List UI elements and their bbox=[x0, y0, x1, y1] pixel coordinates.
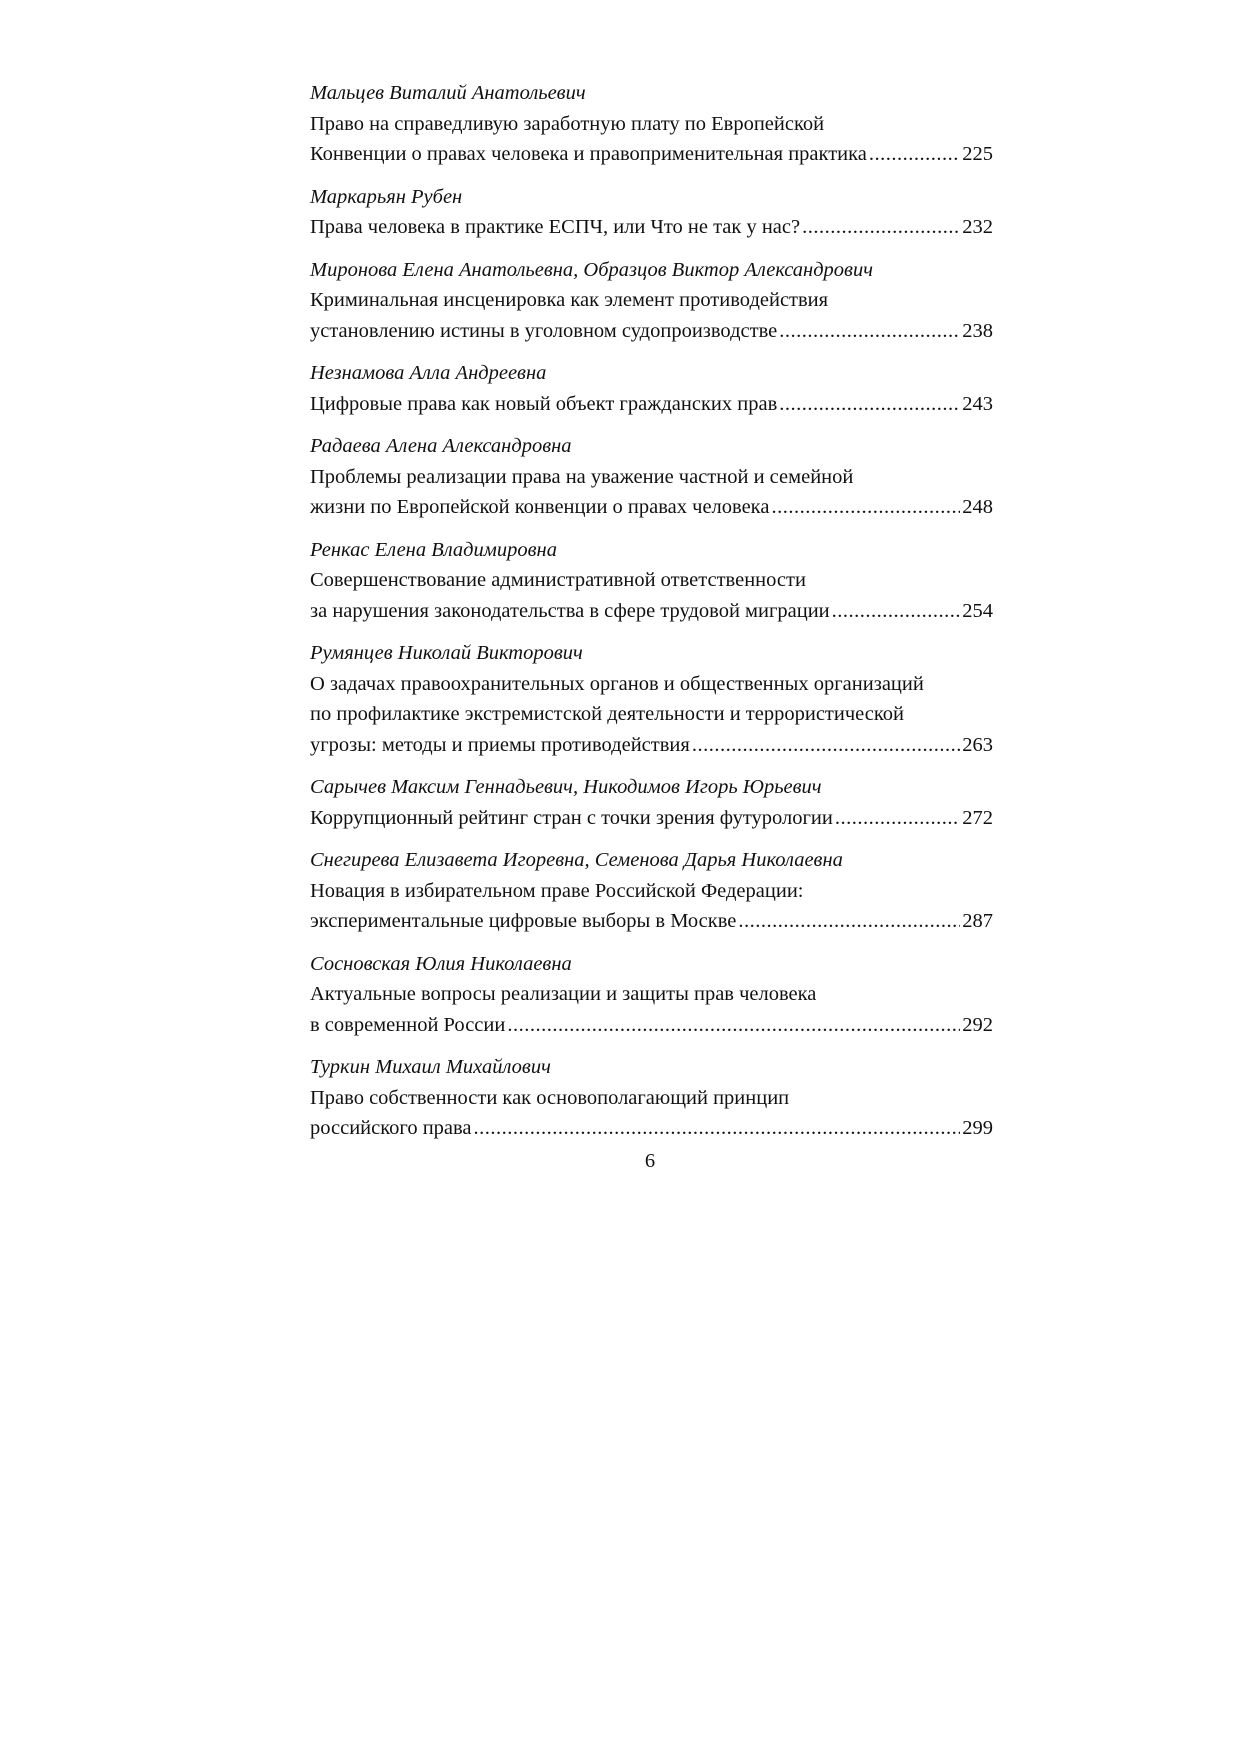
toc-title-text: за нарушения законодательства в сфере трудовой миграции bbox=[310, 599, 830, 622]
dot-leader bbox=[835, 803, 960, 834]
toc-title-line: по профилактике экстремистской деятельности и террористической bbox=[310, 703, 904, 725]
toc-page-number: 263 bbox=[962, 733, 993, 756]
dot-leader bbox=[771, 492, 960, 523]
toc-title-text: Коррупционный рейтинг стран с точки зрения футурологии bbox=[310, 806, 833, 829]
toc-author: Маркарьян Рубен bbox=[310, 185, 463, 208]
toc-title-last-line bbox=[310, 212, 993, 243]
toc-page-number: 254 bbox=[962, 599, 993, 622]
toc-title-text: Права человека в практике ЕСПЧ, или Что не так у нас? bbox=[310, 216, 801, 238]
toc-author: Сосновская Юлия Николаевна bbox=[310, 952, 572, 975]
toc-title-text: российского права bbox=[310, 1117, 472, 1139]
dot-leader bbox=[738, 906, 960, 937]
toc-title-last-line bbox=[310, 139, 993, 170]
toc-title-text: Конвенции о правах человека и правоприменительная практика bbox=[310, 143, 867, 165]
toc-title-last-line bbox=[310, 389, 993, 420]
toc-title-last-line bbox=[310, 906, 993, 937]
toc-title-line: О задачах правоохранительных органов и общественных организаций bbox=[310, 672, 924, 695]
toc-page-number: 232 bbox=[962, 216, 993, 238]
toc-entry bbox=[310, 431, 993, 523]
toc-title-last-line bbox=[310, 803, 993, 834]
toc-author: Незнамова Алла Андреевна bbox=[310, 362, 547, 384]
toc-title-last-line bbox=[310, 316, 993, 347]
toc-page-number: 225 bbox=[962, 143, 993, 165]
dot-leader bbox=[779, 389, 960, 420]
toc-title-line: Право собственности как основополагающий принцип bbox=[310, 1086, 790, 1109]
dot-leader bbox=[692, 730, 960, 761]
toc-entry bbox=[310, 845, 993, 937]
toc-title-last-line bbox=[310, 1113, 993, 1144]
toc-page-number: 248 bbox=[962, 496, 993, 518]
dot-leader bbox=[474, 1113, 961, 1144]
toc-title-line: Криминальная инсценировка как элемент противодействия bbox=[310, 289, 829, 311]
dot-leader bbox=[832, 596, 961, 627]
toc-title-line: Проблемы реализации права на уважение частной и семейной bbox=[310, 465, 854, 488]
toc-title-last-line bbox=[310, 596, 993, 627]
toc-title-last-line bbox=[310, 492, 993, 523]
toc-entry bbox=[310, 535, 993, 627]
toc-entry bbox=[310, 772, 993, 833]
toc-title-line: Право на справедливую заработную плату по Европейской bbox=[310, 112, 825, 135]
toc-title-last-line bbox=[310, 730, 993, 761]
dot-leader bbox=[869, 139, 960, 170]
toc-entry bbox=[310, 255, 993, 347]
toc-page-number: 238 bbox=[962, 319, 993, 342]
toc-page-number: 292 bbox=[962, 1013, 993, 1036]
toc-title-text: в современной России bbox=[310, 1013, 506, 1036]
toc-author: Туркин Михаил Михайлович bbox=[310, 1056, 551, 1078]
dot-leader bbox=[779, 316, 960, 347]
toc-title-line: Актуальные вопросы реализации и защиты прав человека bbox=[310, 983, 817, 1005]
toc-title-line: Совершенствование административной ответственности bbox=[310, 569, 806, 591]
toc-title-line: Новация в избирательном праве Российской Федерации: bbox=[310, 879, 804, 902]
toc-title-text: угрозы: методы и приемы противодействия bbox=[310, 733, 690, 756]
toc-entry bbox=[310, 358, 993, 419]
toc-entry bbox=[310, 638, 993, 760]
toc-page-number: 272 bbox=[962, 806, 993, 829]
toc-author: Мальцев Виталий Анатольевич bbox=[310, 82, 586, 104]
toc-entry bbox=[310, 182, 993, 243]
toc-title-text: установлению истины в уголовном судопроизводстве bbox=[310, 319, 778, 342]
toc-title-last-line bbox=[310, 1010, 993, 1041]
page-number: 6 bbox=[644, 1150, 656, 1172]
toc-entry bbox=[310, 1052, 993, 1144]
toc-author: Снегирева Елизавета Игоревна, Семенова Дарья Николаевна bbox=[310, 849, 843, 871]
toc-author: Радаева Алена Александровна bbox=[310, 435, 572, 457]
toc-title-text: жизни по Европейской конвенции о правах человека bbox=[310, 496, 770, 518]
toc-author: Сарычев Максим Геннадьевич, Никодимов Игорь Юрьевич bbox=[310, 776, 822, 798]
dot-leader bbox=[802, 212, 960, 243]
table-of-contents bbox=[310, 78, 993, 1156]
toc-page-number: 287 bbox=[962, 910, 993, 932]
toc-title-text: Цифровые права как новый объект гражданских прав bbox=[310, 392, 778, 415]
toc-author: Ренкас Елена Владимировна bbox=[310, 538, 557, 561]
toc-title-text: экспериментальные цифровые выборы в Москве bbox=[310, 910, 737, 932]
toc-author: Миронова Елена Анатольевна, Образцов Виктор Александрович bbox=[310, 258, 873, 281]
dot-leader bbox=[507, 1010, 960, 1041]
toc-entry bbox=[310, 78, 993, 170]
toc-page-number: 243 bbox=[962, 392, 993, 415]
toc-author: Румянцев Николай Викторович bbox=[310, 642, 583, 664]
toc-entry bbox=[310, 949, 993, 1041]
toc-page-number: 299 bbox=[962, 1117, 993, 1139]
